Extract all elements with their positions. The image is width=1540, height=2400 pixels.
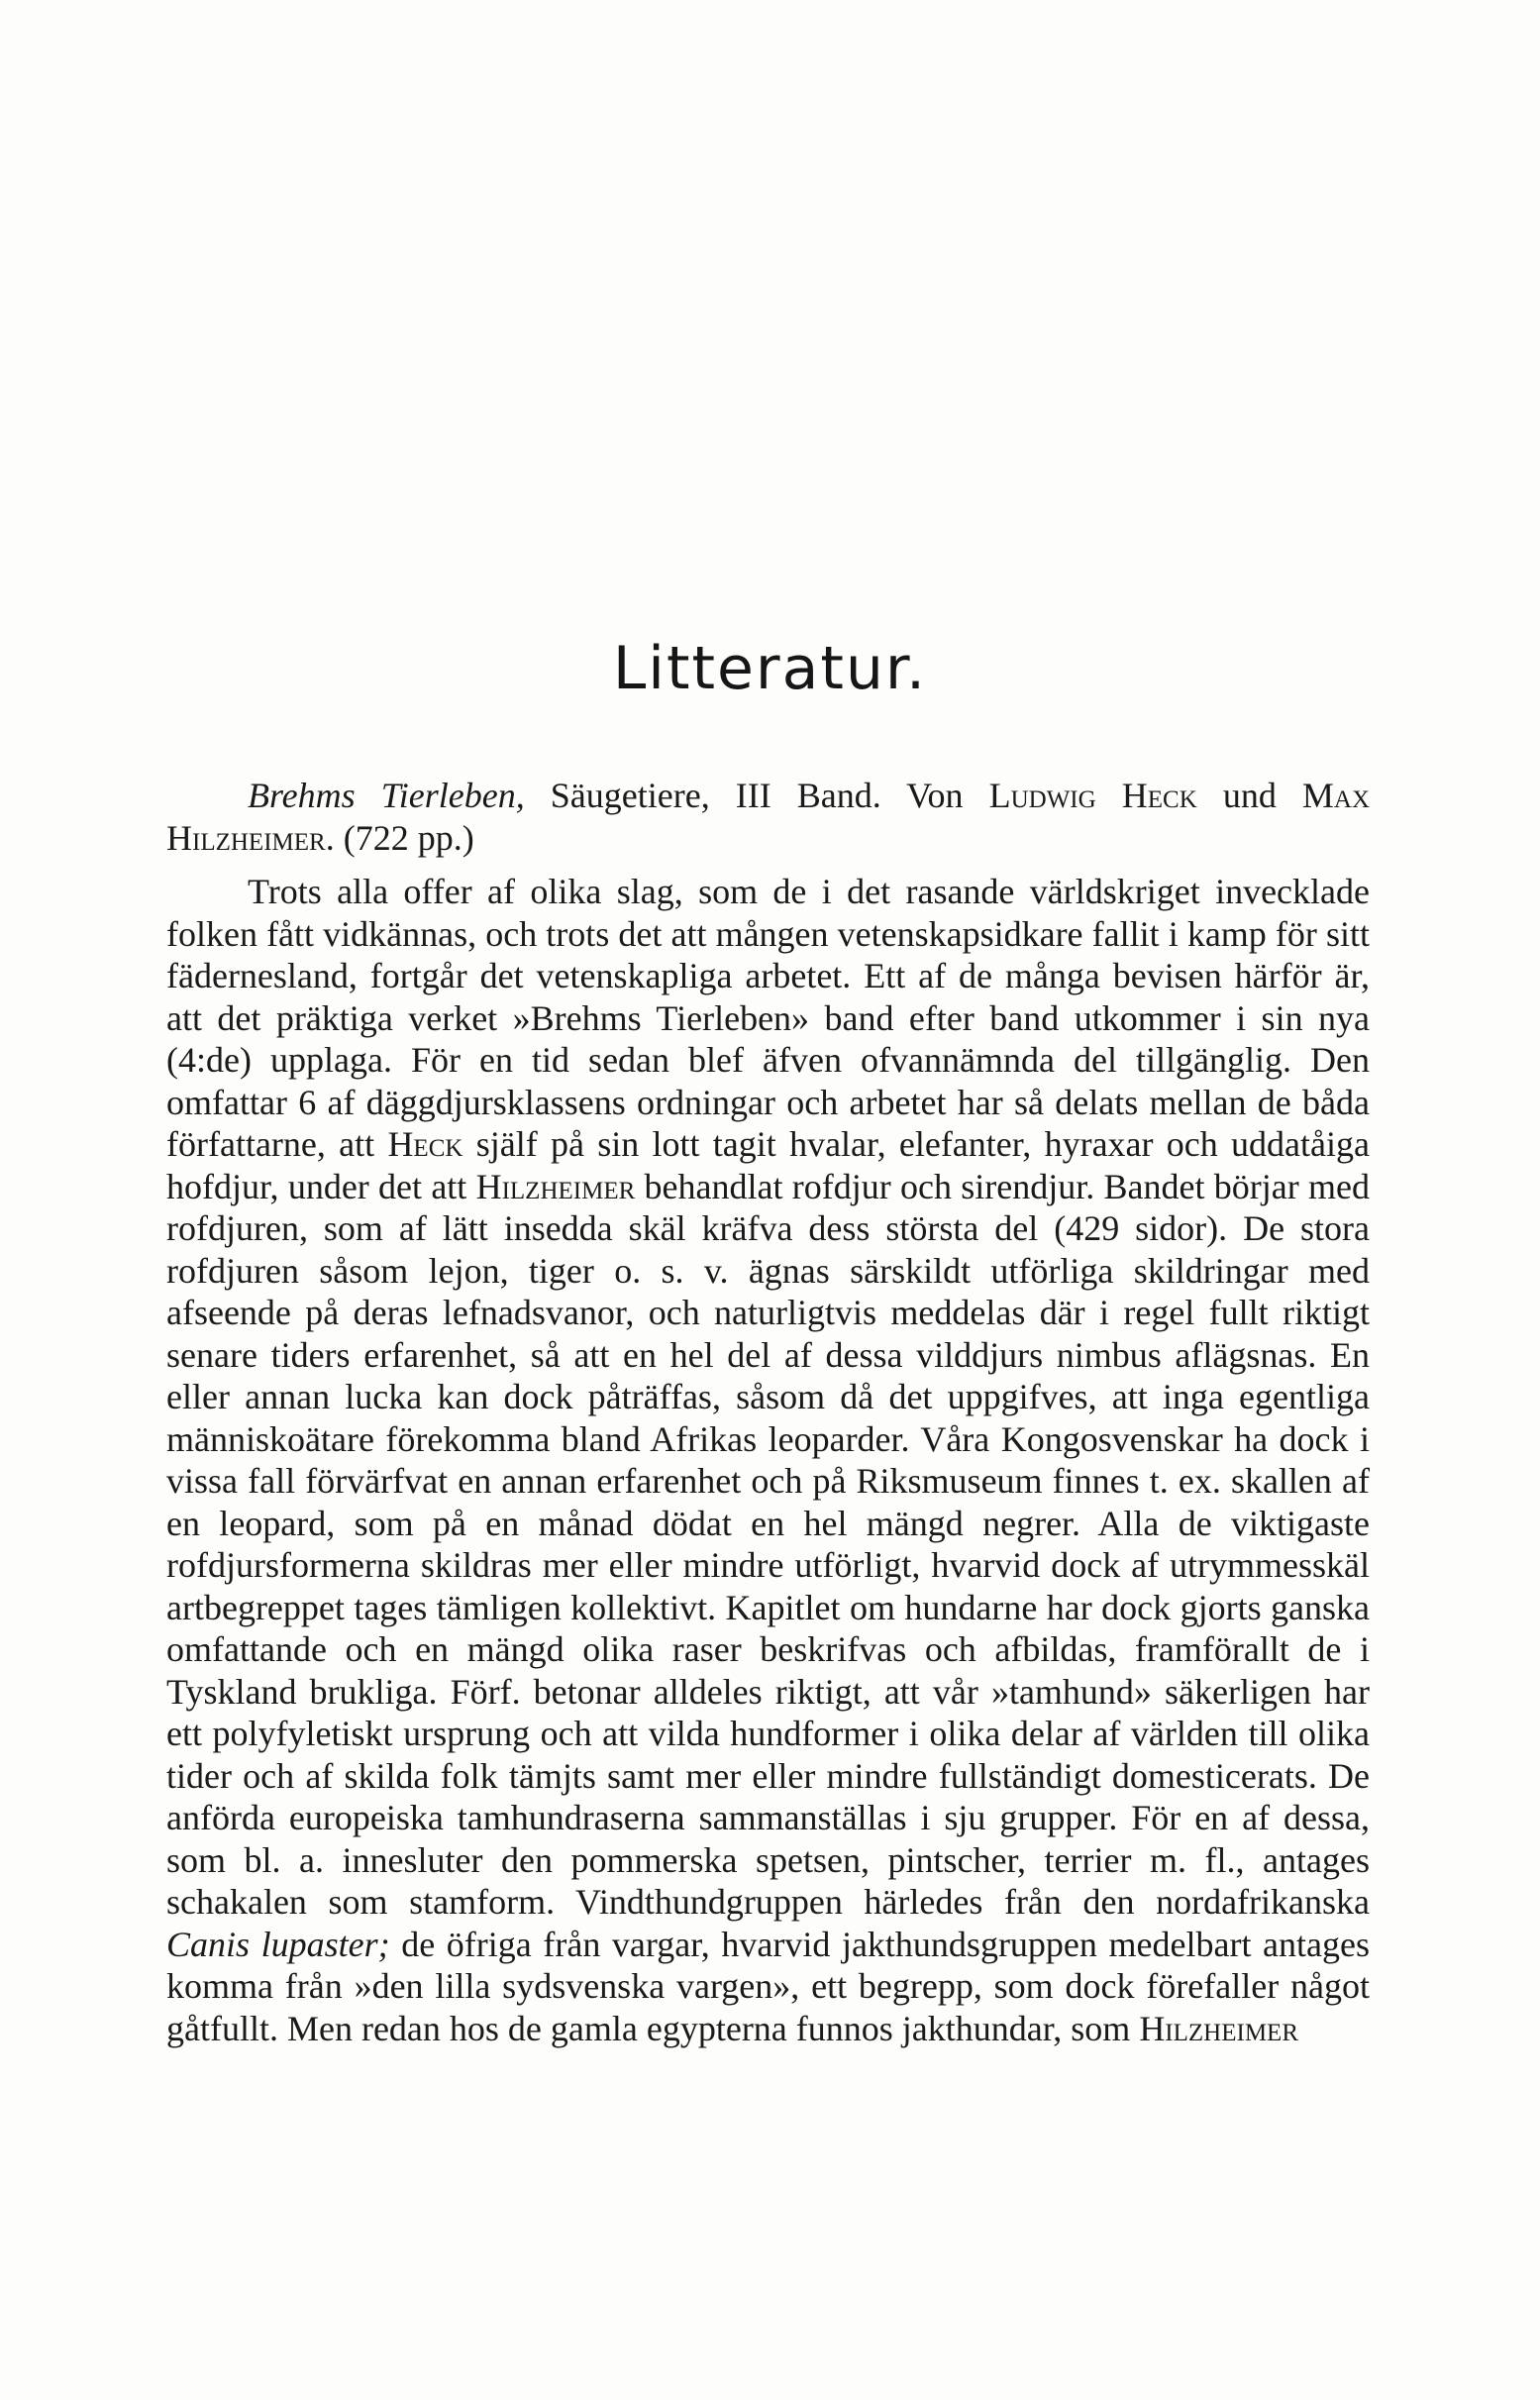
paragraph-text: själf på sin lott tagit hvalar, elefanter, hyraxar och uddatåiga hofdjur, under det att: [166, 1124, 1370, 1206]
author-name: Max Hilzheimer: [166, 776, 1370, 858]
work-details: Säugetiere, III Band. Von: [524, 776, 989, 815]
author-connector: und: [1196, 776, 1302, 815]
page-title: Litteratur.: [612, 634, 928, 703]
paragraph-text: de öfriga från vargar, hvarvid jakthundsgruppen medelbart antages komma från »den lilla sydsvenska vargen», ett begrepp, som dock förefaller något gåtfullt. Men redan hos de gamla egypterna funnos jakthundar, som: [166, 1924, 1370, 2048]
paragraph-text: behandlat rofdjur och sirendjur. Bandet börjar med rofdjuren, som af lätt insedda skäl kräfva dess största del (429 sidor). De stora rofdjuren såsom lejon, tiger o. s. v. ägnas särskildt utförliga skildringar med afseende på deras lefnadsvanor, och naturligtvis meddelas där i regel fullt riktigt senare tiders erfarenhet, så att en hel del af dessa vilddjurs nimbus aflägsnas. En eller annan lucka kan dock påträffas, såsom då det uppgifves, att inga egentliga människoätare förekomma bland Afrikas leoparder. Våra Kongosvenskar ha dock i vissa fall förvärfvat en annan erfarenhet och på Riksmuseum finnes t. ex. skallen af en leopard, som på en månad dödat en hel mängd negrer. Alla de viktigaste rofdjursformerna skildras mer eller mindre utförligt, hvarvid dock af utrymmesskäl artbegreppet tages tämligen kollektivt. Kapitlet om hundarne har dock gjorts ganska omfattande och en mängd olika raser beskrifvas och afbildas, framförallt de i Tyskland brukliga. Förf. betonar alldeles riktigt, att vår »tamhund» säkerligen har ett polyfyletiskt ursprung och att vilda hundformer i olika delar af världen till olika tider och af skilda folk tämjts samt mer eller mindre fullständigt domesticerats. De anförda europeiska tamhundraserna sammanställas i sju grupper. För en af dessa, som bl. a. innesluter den pommerska spetsen, pintscher, terrier m. fl., antages schakalen som stamform. Vindthundgruppen härledes från den nordafrikanska: [166, 1166, 1370, 1922]
species-name: Canis lupaster;: [166, 1924, 390, 1964]
page-count: . (722 pp.): [325, 817, 474, 858]
author-name: Ludwig Heck: [988, 776, 1197, 815]
paragraph-text: Trots alla offer af olika slag, som de i det rasande världskriget invecklade folken fått vidkännas, och trots det att mången vetenskapsidkare fallit i kamp för sitt fädernesland, fortgår det vetenskapliga arbetet. Ett af de många bevisen härför är, att det präktiga verket »Brehms Tierleben» band efter band utkommer i sin nya (4:de) upplaga. För en tid sedan blef äfven ofvannämnda del tillgänglig. Den omfattar 6 af däggdjursklassens ordningar och arbetet har så delats mellan de båda författarne, att: [166, 872, 1370, 1164]
review-paragraph: [166, 871, 1370, 2049]
author-name: Hilzheimer: [1139, 2008, 1299, 2048]
author-name: Heck: [387, 1124, 463, 1164]
work-title: Brehms Tierleben,: [248, 776, 525, 815]
bibliography-entry: [166, 775, 1370, 859]
author-name: Hilzheimer: [475, 1166, 636, 1206]
